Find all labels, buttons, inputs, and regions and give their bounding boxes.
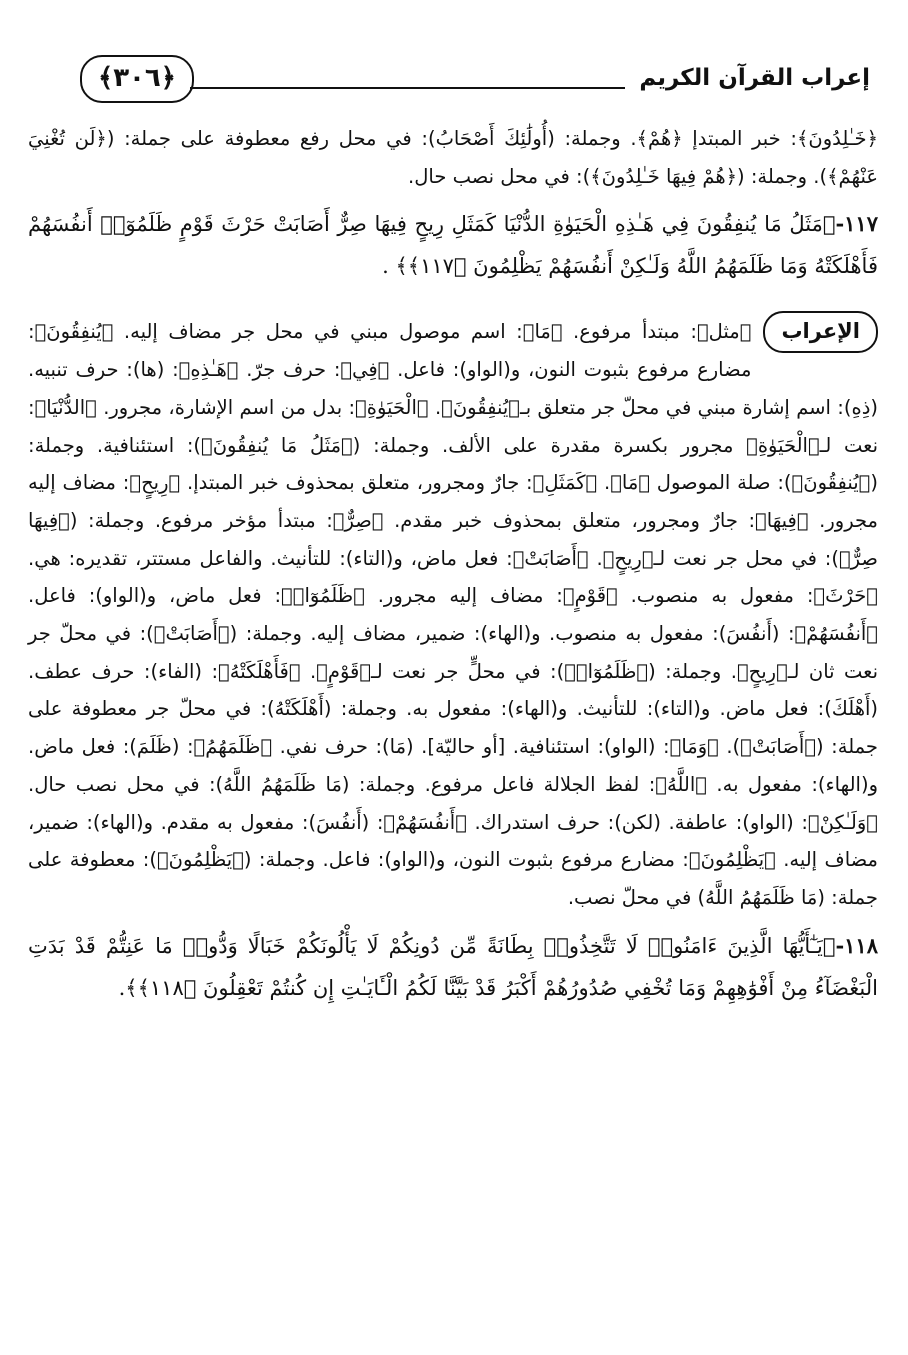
i3rab-section — [28, 313, 878, 916]
verse-117 — [28, 203, 878, 287]
i3rab-label: الإعراب — [763, 311, 878, 353]
page-content — [28, 120, 878, 1009]
header-rule — [190, 87, 625, 89]
verse-text: ﴿يَـٰٓأَيُّهَا الَّذِينَ ءَامَنُوا۟ لَا تَتَّخِذُوا۟ بِطَانَةً مِّن دُونِكُمْ لَا يَأْلُونَكُمْ خَبَالًا وَدُّوا۟ مَا عَنِتُّمْ قَدْ بَدَتِ الْبَغْضَآءُ مِنْ أَفْوَٰهِهِمْ وَمَا تُخْفِي صُدُورُهُمْ أَكْبَرُ قَدْ بَيَّنَّا لَكُمُ الْـَٔايَـٰتِ إِن كُنتُمْ تَعْقِلُونَ ﴿١١٨﴾﴾. — [28, 933, 878, 1000]
verse-number: ١١٨- — [835, 932, 878, 958]
verse-number: ١١٧- — [835, 211, 878, 237]
verse-text: ﴿مَثَلُ مَا يُنفِقُونَ فِي هَـٰذِهِ الْحَيَوٰةِ الدُّنْيَا كَمَثَلِ رِيحٍ فِيهَا صِرٌّ أَصَابَتْ حَرْثَ قَوْمٍ ظَلَمُوٓا۟ أَنفُسَهُمْ فَأَهْلَكَتْهُ وَمَا ظَلَمَهُمُ اللَّهُ وَلَـٰكِنْ أَنفُسَهُمْ يَظْلِمُونَ ﴿١١٧﴾﴾ . — [28, 212, 878, 279]
page-header — [30, 55, 870, 101]
verse-118 — [28, 925, 878, 1009]
page-number: ﴿٣٠٦﴾ — [80, 55, 194, 103]
i3rab-text: ﴿مثل﴾: مبتدأ مرفوع. ﴿مَا﴾: اسم موصول مبني في محل جر مضاف إليه. ﴿يُنفِقُونَ﴾: مضارع مرفوع بثبوت النون، و(الواو): فاعل. ﴿فِي﴾: حرف جرّ. ﴿هَـٰذِهِ﴾: (ها): حرف تنبيه. (ذِهِ): اسم إشارة مبني في محلّ جر متعلق بـ﴿يُنفِقُونَ﴾. ﴿الْحَيَوٰةِ﴾: بدل من اسم الإشارة، مجرور. ﴿الدُّنْيَا﴾: نعت لـ﴿الْحَيَوٰةِ﴾ مجرور بكسرة مقدرة على الألف. وجملة: (﴿مَثَلُ مَا يُنفِقُونَ﴾): استئنافية. وجملة: (﴿يُنفِقُونَ﴾): صلة الموصول ﴿مَا﴾. ﴿كَمَثَلِ﴾: جارٌ ومجرور، متعلق بمحذوف خبر المبتدإ. ﴿رِيحٍ﴾: مضاف إليه مجرور. ﴿فِيهَا﴾: جارٌ ومجرور، متعلق بمحذوف خبر مقدم. ﴿صِرٌّ﴾: مبتدأ مؤخر مرفوع. وجملة: (﴿فِيهَا صِرٌّ﴾): في محل جر نعت لـ﴿رِيحٍ﴾. ﴿أَصَابَتْ﴾: فعل ماض، و(التاء): للتأنيث. والفاعل مستتر، تقديره: هي. ﴿حَرْثَ﴾: مفعول به منصوب. ﴿قَوْمٍ﴾: مضاف إليه مجرور. ﴿ظَلَمُوٓا۟﴾: فعل ماض، و(الواو): فاعل. ﴿أَنفُسَهُمْ﴾: (أَنفُسَ): مفعول به منصوب. و(الهاء): ضمير، مضاف إليه. وجملة: (﴿أَصَابَتْ﴾): في محلّ جر نعت ثان لـ﴿رِيحٍ﴾. وجملة: (﴿ظَلَمُوٓا۟﴾): في محلٍّ جر نعت لـ﴿قَوْمٍ﴾. ﴿فَأَهْلَكَتْهُ﴾: (الفاء): حرف عطف. (أَهْلَكَ): فعل ماض. و(التاء): للتأنيث. و(الهاء): مفعول به. وجملة: (أَهْلَكَتْهُ): في محلّ جر معطوفة على جملة: (﴿أَصَابَتْ﴾). ﴿وَمَا﴾: (الواو): استئنافية. [أو حاليّة]. (مَا): حرف نفي. ﴿ظَلَمَهُمُ﴾: (ظَلَمَ): فعل ماض. و(الهاء): مفعول به. ﴿اللَّهُ﴾: لفظ الجلالة فاعل مرفوع. وجملة: (مَا ظَلَمَهُمُ اللَّهُ): في محل نصب حال. ﴿وَلَـٰكِنْ﴾: (الواو): عاطفة. (لكن): حرف استدراك. ﴿أَنفُسَهُمْ﴾: (أَنفُسَ): مفعول به مقدم. و(الهاء): ضمير، مضاف إليه. ﴿يَظْلِمُونَ﴾: مضارع مرفوع بثبوت النون، و(الواو): فاعل. وجملة: (﴿يَظْلِمُونَ﴾): معطوفة على جملة: (مَا ظَلَمَهُمُ اللَّهُ) في محلّ نصب. — [28, 320, 878, 909]
book-title: إعراب القرآن الكريم — [639, 65, 870, 91]
intro-paragraph: ﴿خَـٰلِدُونَ﴾: خبر المبتدإ ﴿هُمْ﴾. وجملة: (أُولَٰئِكَ أَصْحَابُ): في محل رفع معطوفة على جملة: (﴿لَن تُغْنِيَ عَنْهُمْ﴾). وجملة: (﴿هُمْ فِيهَا خَـٰلِدُونَ﴾): في محل نصب حال. — [28, 127, 878, 188]
